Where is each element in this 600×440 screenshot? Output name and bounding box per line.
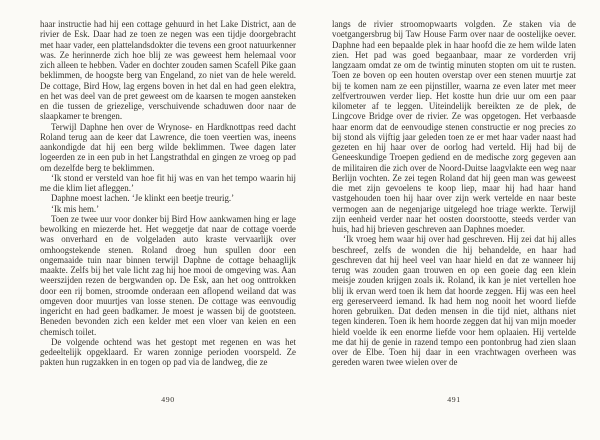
page-number-right: 491 [447,395,461,404]
paragraph-dialogue: ‘Ik mis hem.’ [51,203,100,214]
paragraph: haar instructie had hij een cottage gehuurd in het Lake District, aan de rivier de Esk. Daar had ze toen ze negen was een tijdje doorgebracht met haar vader, een plattelandsdokter die tevens een groot natuurkenner was. Ze herinnerde zich hoe blij ze was geweest hem helemaal voor zich alleen te hebben. Vader en dochter zouden samen Scafell Pike gaan beklimmen, de hoogste berg van Engeland, zo niet van de hele wereld. De cottage, Bird How, lag ergens boven in het dal en had geen elektra, en het was deel van de pret geweest om de kaarsen te mogen aansteken en die tussen de griezelige, verschuivende schaduwen door naar de slaapkamer te brengen. [40,19,296,122]
paragraph-dialogue: Daphne moest lachen. ‘Je klinkt een beetje treurig.’ [51,193,235,204]
paragraph: Terwijl Daphne hen over de Wrynose- en Hardknottpas reed dacht Roland terug aan de keer dat Lawrence, die toen veertien was, ineens aankondigde dat hij een berg wilde beklimmen. Twee dagen later logeerden ze in een pub in het Langstrathdal en gingen ze vroeg op pad om dezelfde berg te beklimmen. [40,121,296,173]
paragraph-dialogue: ‘Ik stond er versteld van hoe fit hij was en van het tempo waarin hij me die klim liet afleggen.’ [40,172,296,193]
page-right-text [332,19,576,368]
paragraph: Toen ze twee uur voor donker bij Bird How aankwamen hing er lage bewolking en miezerde het. Het weggetje dat naar de cottage voerde was onverhard en de volgeladen auto kraste vervaarlijk over omhoogstekende stenen. Roland droeg hun spullen door een ongemaaide tuin naar binnen terwijl Daphne de cottage behaaglijk maakte. Zelfs bij het vale licht zag hij hoe mooi de omgeving was. Aan weerszijden rezen de bergwanden op. De Esk, aan het oog onttrokken door een rij bomen, stroomde onderaan een aflopend weiland dat was omgeven door muurtjes van losse stenen. De cottage was eenvoudig ingericht en had geen badkamer. Je moest je wassen bij de gootsteen. Beneden bevonden zich een kelder met een vloer van keien en een chemisch toilet. [40,213,296,337]
page-number-left: 490 [161,395,175,404]
page-left-text [40,19,296,368]
paragraph-dialogue: ‘Ik vroeg hem waar hij over had geschreven. Hij zei dat hij alles beschreef, zelfs de wonden die hij behandelde, en haar had geschreven dat hij heel veel van haar hield en dat ze wanneer hij terug was zouden gaan trouwen en op een goeie dag een klein meisje zouden krijgen zoals ik. Roland, ik kan je niet vertellen hoe blij ik ervan werd toen ik hem dat hoorde zeggen. Hij was een heel erg gereserveerd iemand. Ik had hem nog nooit het woord liefde horen gebruiken. Dat deden mensen in die tijd niet, althans niet tegen kinderen. Toen ik hem hoorde zeggen dat hij van mijn moeder hield voelde ik een enorme liefde voor hem oplaaien. Hij vertelde me dat hij de genie in razend tempo een pontonbrug had zien slaan over de Elbe. Toen hij daar in een vrachtwagen overheen was gereden waren twee wielen over de [332,234,576,368]
paragraph: De volgende ochtend was het gestopt met regenen en was het gedeeltelijk opgeklaard. Er waren zonnige perioden voorspeld. Ze pakten hun rugzakken in en togen op pad via de landweg, die ze [40,336,296,368]
paragraph: langs de rivier stroomopwaarts volgden. Ze staken via de voetgangersbrug bij Taw House Farm over naar de oostelijke oever. Daphne had een bepaalde plek in haar hoofd die ze hem wilde laten zien. Het pad was goed begaanbaar, maar ze vorderden vrij langzaam omdat ze om de twintig minuten stopten om uit te rusten. Toen ze boven op een houten overstap over een stenen muurtje zat bij te komen nam ze een pijnstiller, waarna ze even later met meer zelfvertrouwen verder liep. Het kostte hun drie uur om een paar kilometer af te leggen. Uiteindelijk bereikten ze de plek, de Lingcove Bridge over de rivier. Ze was opgetogen. Het verbaasde haar enorm dat de eenvoudige stenen constructie er nog precies zo bij stond als vijftig jaar geleden toen ze er met haar vader naast had gezeten en hij haar over de oorlog had verteld. Hij had bij de Geneeskundige Troepen gediend en de medische zorg gegeven aan de militairen die zich over de Noord-Duitse laagvlakte een weg naar Berlijn vochten. Ze zei tegen Roland dat hij geen man was geweest die met zijn gevoelens te koop liep, maar hij had haar hand vastgehouden toen hij haar over zijn werk vertelde en naar beste vermogen aan de negenjarige uitgelegd hoe triage werkte. Terwijl zijn eenheid verder naar het oosten doorstootte, steeds verder van huis, had hij brieven geschreven aan Daphnes moeder. [332,19,576,234]
